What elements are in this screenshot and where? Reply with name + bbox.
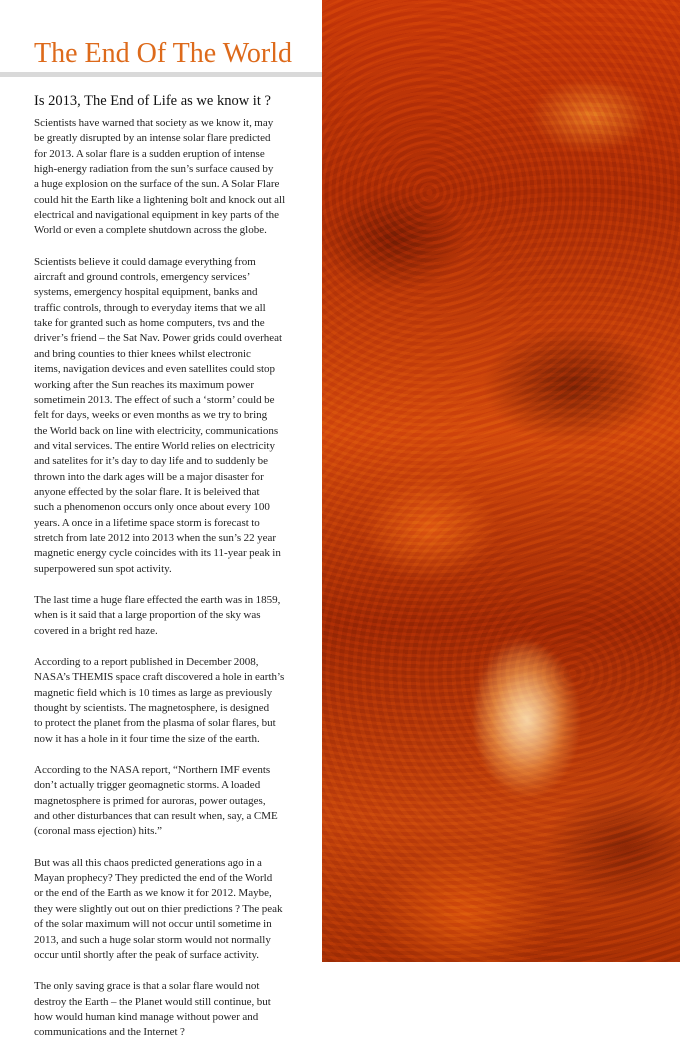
text-line: communications and the Internet ? bbox=[34, 1026, 185, 1039]
text-line: when is it said that a large proportion of the sky was bbox=[34, 609, 261, 622]
text-line: such a phenomenon occurs only once about every 100 bbox=[34, 501, 270, 514]
text-line: now it has a hole in it four time the size of the earth. bbox=[34, 732, 260, 745]
text-line: covered in a bright red haze. bbox=[34, 624, 158, 637]
text-line: (coronal mass ejection) hits.” bbox=[34, 825, 163, 838]
text-line: thrown into the dark ages will be a major disaster for bbox=[34, 470, 264, 483]
text-line: be greatly disrupted by an intense solar flare predicted bbox=[34, 132, 271, 145]
text-line: could hit the Earth like a lightening bolt and knock out all bbox=[34, 193, 286, 206]
text-line: items, navigation devices and even satellites could stop bbox=[34, 363, 276, 376]
page-title: The End Of The World bbox=[34, 38, 292, 69]
text-line: or the end of the Earth as we know it for 2012. Maybe, bbox=[34, 887, 272, 900]
body-paragraph bbox=[34, 979, 326, 1040]
text-line: superpowered sun spot activity. bbox=[34, 562, 172, 575]
text-line: The only saving grace is that a solar flare would not bbox=[34, 980, 260, 993]
text-line: 2013, and such a huge solar storm would not normally bbox=[34, 933, 271, 946]
text-line: of the solar maximum will not occur until sometime in bbox=[34, 918, 272, 931]
text-line: for 2013. A solar flare is a sudden eruption of intense bbox=[34, 147, 265, 160]
text-line: how would human kind manage without power and bbox=[34, 1010, 259, 1023]
text-column bbox=[0, 0, 322, 1039]
text-line: and bring counties to thier knees whilst electronic bbox=[34, 347, 251, 360]
article-subtitle: Is 2013, The End of Life as we know it ? bbox=[34, 93, 271, 109]
body-paragraph bbox=[34, 116, 326, 239]
text-line: magnetosphere is primed for auroras, power outages, bbox=[34, 794, 266, 807]
text-line: and vital services. The entire World relies on electricity bbox=[34, 439, 275, 452]
body-paragraph bbox=[34, 856, 326, 963]
solar-texture bbox=[322, 0, 680, 962]
text-line: a huge explosion on the surface of the sun. A Solar Flare bbox=[34, 178, 280, 191]
text-line: to protect the planet from the plasma of solar flares, but bbox=[34, 717, 276, 730]
text-line: high-energy radiation from the sun’s surface caused by bbox=[34, 163, 274, 176]
text-line: don’t actually trigger geomagnetic storms. A loaded bbox=[34, 779, 261, 792]
text-line: and other disturbances that can result when, say, a CME bbox=[34, 810, 278, 823]
text-line: But was all this chaos predicted generations ago in a bbox=[34, 856, 262, 869]
text-line: NASA’s THEMIS space craft discovered a hole in earth’s bbox=[34, 671, 285, 684]
text-line: and satelites for it’s day to day life and to suddenly be bbox=[34, 455, 269, 468]
text-line: working after the Sun reaches its maximum power bbox=[34, 378, 254, 391]
text-line: Scientists believe it could damage everything from bbox=[34, 255, 256, 268]
text-line: anyone effected by the solar flare. It is beleived that bbox=[34, 485, 260, 498]
article-body bbox=[34, 116, 326, 1057]
text-line: driver’s friend – the Sat Nav. Power grids could overheat bbox=[34, 332, 283, 345]
text-line: felt for days, weeks or even months as we try to bring bbox=[34, 409, 268, 422]
text-line: the World back on line with electricity, communications bbox=[34, 424, 279, 437]
body-paragraph bbox=[34, 255, 326, 577]
text-line: magnetic field which is 10 times as large as previously bbox=[34, 686, 273, 699]
text-line: traffic controls, through to everyday items that we all bbox=[34, 301, 266, 314]
text-line: occur until shortly after the peak of surface activity. bbox=[34, 948, 260, 961]
text-line: thought by scientists. The magnetosphere, is designed bbox=[34, 702, 270, 715]
text-line: According to the NASA report, “Northern IMF events bbox=[34, 764, 271, 777]
text-line: take for granted such as home computers, tvs and the bbox=[34, 317, 265, 330]
solar-flare-glow bbox=[472, 640, 582, 800]
text-line: Scientists have warned that society as we know it, may bbox=[34, 117, 274, 129]
text-line: The last time a huge flare effected the earth was in 1859, bbox=[34, 593, 281, 606]
text-line: World or even a complete shutdown across the globe. bbox=[34, 224, 267, 237]
body-paragraph bbox=[34, 593, 326, 639]
solar-surface-image bbox=[322, 0, 680, 962]
text-line: stretch from late 2012 into 2013 when the sun’s 22 year bbox=[34, 531, 277, 544]
text-line: destroy the Earth – the Planet would still continue, but bbox=[34, 995, 271, 1008]
text-line: systems, emergency hospital equipment, banks and bbox=[34, 286, 258, 299]
text-line: electrical and navigational equipment in key parts of the bbox=[34, 209, 280, 222]
text-line: According to a report published in December 2008, bbox=[34, 656, 259, 668]
text-line: aircraft and ground controls, emergency services’ bbox=[34, 271, 251, 284]
text-line: years. A once in a lifetime space storm is forecast to bbox=[34, 516, 260, 529]
text-line: they were slightly out out on thier predictions ? The peak bbox=[34, 902, 283, 915]
text-line: magnetic energy cycle coincides with its 11-year peak in bbox=[34, 547, 281, 560]
body-paragraph bbox=[34, 655, 326, 747]
text-line: Mayan prophecy? They predicted the end of the World bbox=[34, 872, 273, 885]
body-paragraph bbox=[34, 763, 326, 840]
text-line: sometimein 2013. The effect of such a ‘storm’ could be bbox=[34, 393, 275, 406]
title-divider bbox=[0, 72, 322, 77]
